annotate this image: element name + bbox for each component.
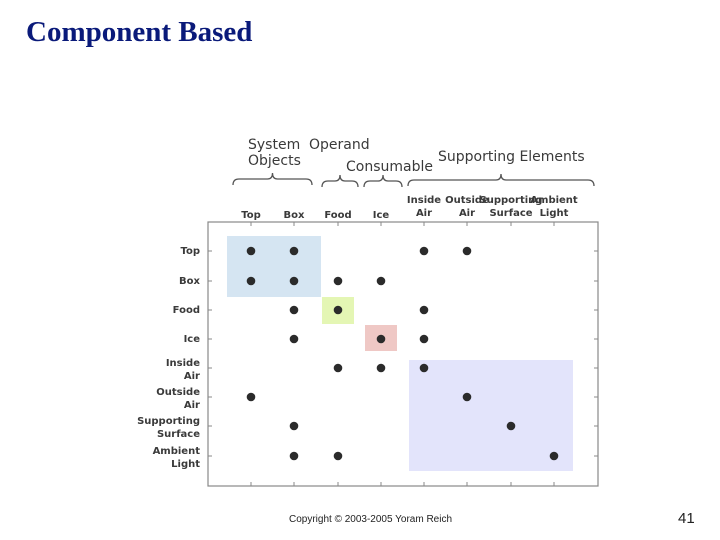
column-header-outside-air-line1: Outside — [445, 195, 489, 206]
interaction-dot-r0-c4 — [420, 247, 429, 256]
column-header-outside-air-line2: Air — [458, 208, 476, 219]
group-label-consumable: Consumable — [346, 159, 433, 175]
group-label-operand: Operand — [309, 137, 370, 153]
interaction-dot-r2-c4 — [420, 306, 429, 315]
interaction-dot-r4-c2 — [334, 364, 343, 373]
column-header-food: Food — [324, 210, 352, 221]
row-header-ice: Ice — [183, 334, 200, 345]
group-label-system-objects-line2: Objects — [248, 153, 301, 169]
interaction-dot-r3-c3 — [377, 335, 386, 344]
interaction-dot-r4-c3 — [377, 364, 386, 373]
group-label-supporting-elements: Supporting Elements — [438, 149, 585, 165]
interaction-dot-r3-c1 — [290, 335, 299, 344]
copyright-footer: Copyright © 2003-2005 Yoram Reich — [289, 514, 453, 525]
slide-title: Component Based — [26, 16, 253, 48]
row-header-box: Box — [179, 276, 200, 287]
column-header-ice: Ice — [372, 210, 390, 221]
column-header-supporting-surface-line1: Supporting — [479, 195, 543, 206]
column-header-box: Box — [283, 210, 305, 221]
brace-supporting-elements — [408, 174, 594, 186]
interaction-dot-r5-c0 — [247, 393, 256, 402]
interaction-dot-r1-c1 — [290, 277, 299, 286]
interaction-dot-r3-c4 — [420, 335, 429, 344]
interaction-dot-r2-c2 — [334, 306, 343, 315]
row-header-supporting-surface-line1: Supporting — [137, 416, 200, 427]
row-header-inside-air-line2: Air — [183, 371, 200, 382]
row-header-ambient-light-line1: Ambient — [152, 446, 200, 457]
interaction-dot-r7-c1 — [290, 452, 299, 461]
module-block-system-objects — [227, 236, 321, 297]
group-label-system-objects-line1: System — [248, 137, 301, 153]
interaction-dot-r0-c0 — [247, 247, 256, 256]
brace-system-objects — [233, 173, 312, 185]
row-header-outside-air-line2: Air — [183, 400, 200, 411]
interaction-dot-r6-c1 — [290, 422, 299, 431]
interaction-dot-r0-c1 — [290, 247, 299, 256]
interaction-dot-r0-c5 — [463, 247, 472, 256]
brace-operand — [322, 175, 358, 187]
row-header-supporting-surface-line2: Surface — [156, 429, 200, 440]
interaction-dot-r7-c7 — [550, 452, 559, 461]
row-header-food: Food — [172, 305, 200, 316]
module-block-supporting-elements — [409, 360, 573, 471]
row-header-inside-air-line1: Inside — [165, 358, 200, 369]
interaction-dot-r2-c1 — [290, 306, 299, 315]
column-header-ambient-light-line1: Ambient — [530, 195, 578, 206]
interaction-dot-r1-c2 — [334, 277, 343, 286]
page-number: 41 — [678, 510, 695, 527]
column-header-supporting-surface-line2: Surface — [489, 208, 533, 219]
row-header-outside-air-line1: Outside — [156, 387, 200, 398]
interaction-dot-r1-c3 — [377, 277, 386, 286]
column-header-inside-air-line1: Inside — [406, 195, 442, 206]
column-header-ambient-light-line2: Light — [539, 208, 569, 219]
column-header-inside-air-line2: Air — [415, 208, 433, 219]
interaction-dot-r4-c4 — [420, 364, 429, 373]
column-header-top: Top — [241, 210, 261, 221]
row-header-top: Top — [180, 246, 200, 257]
interaction-dot-r5-c5 — [463, 393, 472, 402]
interaction-dot-r7-c2 — [334, 452, 343, 461]
brace-consumable — [364, 175, 402, 187]
interaction-dot-r6-c6 — [507, 422, 516, 431]
row-header-ambient-light-line2: Light — [171, 459, 200, 470]
interaction-dot-r1-c0 — [247, 277, 256, 286]
